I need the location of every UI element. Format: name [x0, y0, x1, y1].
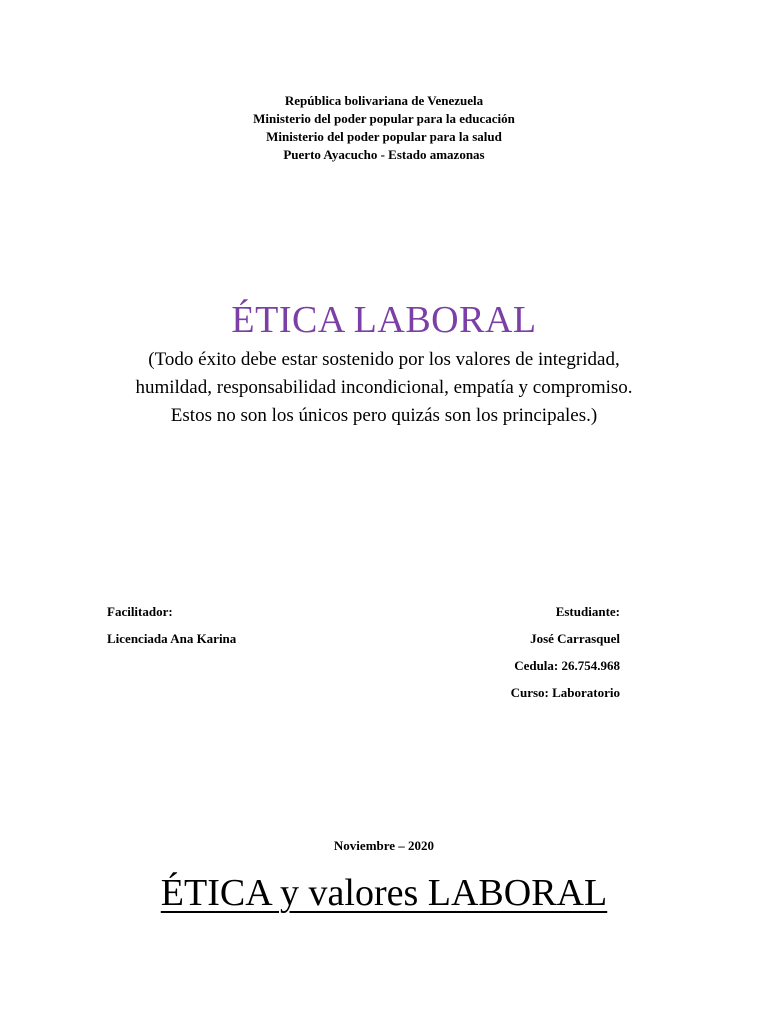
footer-title	[0, 868, 768, 918]
header-line-health-ministry: Ministerio del poder popular para la salud	[266, 129, 502, 144]
header-line-country: República bolivariana de Venezuela	[284, 93, 484, 108]
footer-title-text: ÉTICA y valores LABORAL	[160, 872, 608, 914]
facilitator-block	[107, 598, 236, 652]
header-line-education-ministry: Ministerio del poder popular para la educación	[253, 111, 515, 126]
student-id: Cedula: 26.754.968	[514, 658, 620, 673]
student-block	[511, 598, 620, 706]
document-subtitle	[90, 346, 678, 430]
facilitator-label: Facilitador:	[107, 604, 173, 619]
facilitator-name: Licenciada Ana Karina	[107, 631, 237, 646]
subtitle-line-3: Estos no son los únicos pero quizás son los principales.)	[170, 405, 598, 426]
subtitle-line-2: humildad, responsabilidad incondicional, empatía y compromiso.	[135, 377, 633, 398]
document-title: ÉTICA LABORAL	[231, 299, 537, 341]
student-name: José Carrasquel	[530, 631, 620, 646]
institution-header	[0, 92, 768, 164]
student-course: Curso: Laboratorio	[510, 685, 620, 700]
document-date: Noviembre – 2020	[333, 838, 435, 853]
subtitle-line-1: (Todo éxito debe estar sostenido por los valores de integridad,	[148, 349, 620, 370]
header-line-location: Puerto Ayacucho - Estado amazonas	[283, 147, 485, 162]
student-label: Estudiante:	[555, 604, 620, 619]
